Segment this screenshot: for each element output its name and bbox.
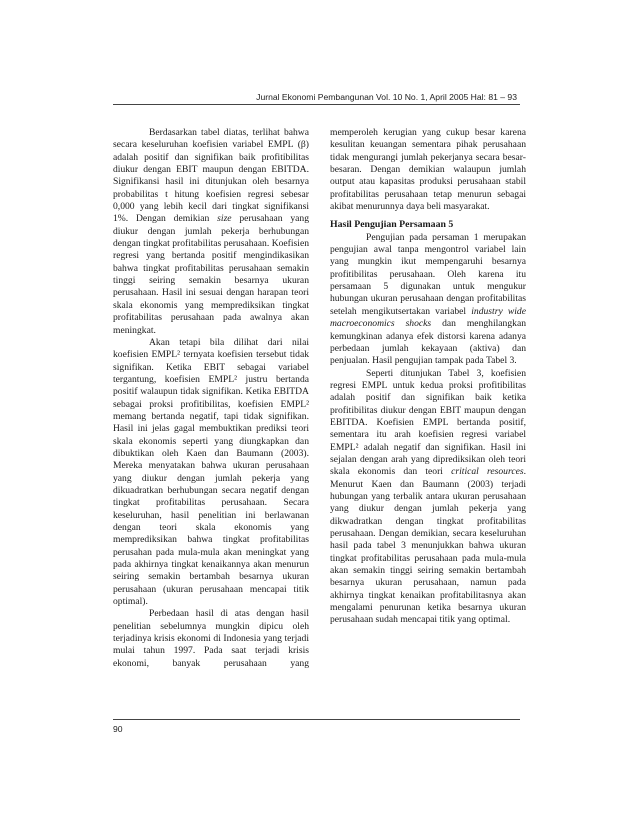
paragraph: memperoleh kerugian yang cukup besar karena kesulitan keuangan sementara pihak perusahaan tidak mengurangi jumlah pekerjanya secara besar-besaran. Dengan demikian walaupun jumlah output atau kapasitas produksi perusahaan stabil profitabilitas perusahaan tetap menurun sebagai akibat menurunnya daya beli masyarakat. <box>330 127 526 213</box>
paragraph: Berdasarkan tabel diatas, terlihat bahwa secara keseluruhan koefisien variabel EMPL (β) adalah positif dan signifikan baik profitibilitas diukur dengan EBIT maupun dengan EBITDA. Signifikansi hasil ini ditunjukan oleh besarnya probabilitas t hitung koefisien regresi sebesar 0,000 yang lebih kecil dari tingkat signifikansi 1%. Dengan demikian size perusahaan yang diukur dengan jumlah pekerja berhubungan dengan tingkat profitabilitas perusahaan. Koefisien regresi yang bertanda positif mengindikasikan bahwa tingkat profitabilitas perusahaan semakin tinggi seiring semakin besarnya ukuran perusahaan. Hasil ini sesuai dengan harapan teori skala ekonomis yang memprediksikan tingkat profitabilitas perusahaan pada awalnya akan meningkat. <box>113 127 309 336</box>
header-rule <box>113 104 520 105</box>
paragraph: Akan tetapi bila dilihat dari nilai koefisien EMPL² ternyata koefisien tersebut tidak signifikan. Ketika EBIT sebagai variabel tergantung, koefisien EMPL² justru bertanda positif walaupun tidak signifikan. Ketika EBITDA sebagai proksi profitibilitas, koefisien EMPL² memang bertanda negatif, tapi tidak signifikan. Hasil ini jelas gagal membuktikan prediksi teori skala ekonomis seperti yang diungkapkan dan dibuktikan oleh Kaen dan Baumann (2003). Mereka menyatakan bahwa ukuran perusahaan yang diukur dengan jumlah pekerja yang dikuadratkan berhubungan secara negatif dengan tingkat profitabilitas perusahaan. Secara keseluruhan, hasil penelitian ini berlawanan dengan teori skala ekonomis yang memprediksikan bahwa tingkat profitabilitas perusahan pada mula-mula akan meningkat yang pada akhirnya tingkat kenaikannya akan menurun seiring semakin bertambah besarnya ukuran perusahaan (ukuran perusahaan mencapai titik optimal). <box>113 336 309 608</box>
left-column <box>113 127 309 670</box>
paragraph: Seperti ditunjukan Tabel 3, koefisien regresi EMPL untuk kedua proksi profitibilitas adalah positif dan signifikan baik ketika profitibilitas diukur dengan EBIT maupun dengan EBITDA. Koefisien EMPL bertanda positif, sementara itu arah koefisien regresi variabel EMPL² adalah negatif dan signifikan. Hasil ini sejalan dengan arah yang diprediksikan oleh teori skala ekonomis dan teori critical resources. Menurut Kaen dan Baumann (2003) terjadi hubungan yang terbalik antara ukuran perusahaan yang diukur dengan jumlah pekerja yang dikwadratkan dengan tingkat profitabilitas perusahaan. Dengan demikian, secara keseluruhan hasil pada tabel 3 menunjukkan bahwa ukuran tingkat profitabilitas perusahaan pada mula-mula akan semakin tinggi seiring semakin bertambah besarnya ukuran perusahaan, namun pada akhirnya tingkat kenaikan profitabilitasnya akan mengalami penurunan ketika besarnya ukuran perusahaan sudah mencapai titik yang optimal. <box>330 367 526 626</box>
paragraph: Perbedaan hasil di atas dengan hasil penelitian sebelumnya mungkin dipicu oleh terjadinya krisis ekonomi di Indonesia yang terjadi mulai tahun 1997. Pada saat terjadi krisis ekonomi, banyak perusahaan yang <box>113 608 309 669</box>
section-heading: Hasil Pengujian Persamaan 5 <box>330 219 454 231</box>
right-column <box>330 127 526 627</box>
paragraph: Pengujian pada persaman 1 merupakan pengujian awal tanpa mengontrol variabel lain yang mungkin ikut mempengaruhi besarnya profitibilitas perusahaan. Oleh karena itu persamaan 5 digunakan untuk mengukur hubungan ukuran perusahaan dengan profitabilitas setelah mengikutsertakan variabel industry wide macroeconomics shocks dan menghilangkan kemungkinan adanya efek distorsi karena adanya perbedaan jumlah kekayaan (aktiva) dan penjualan. Hasil pengujian tampak pada Tabel 3. <box>330 231 526 367</box>
page-number: 90 <box>113 724 123 734</box>
running-head: Jurnal Ekonomi Pembangunan Vol. 10 No. 1, April 2005 Hal: 81 – 93 <box>256 92 517 102</box>
footer-rule <box>113 719 520 720</box>
